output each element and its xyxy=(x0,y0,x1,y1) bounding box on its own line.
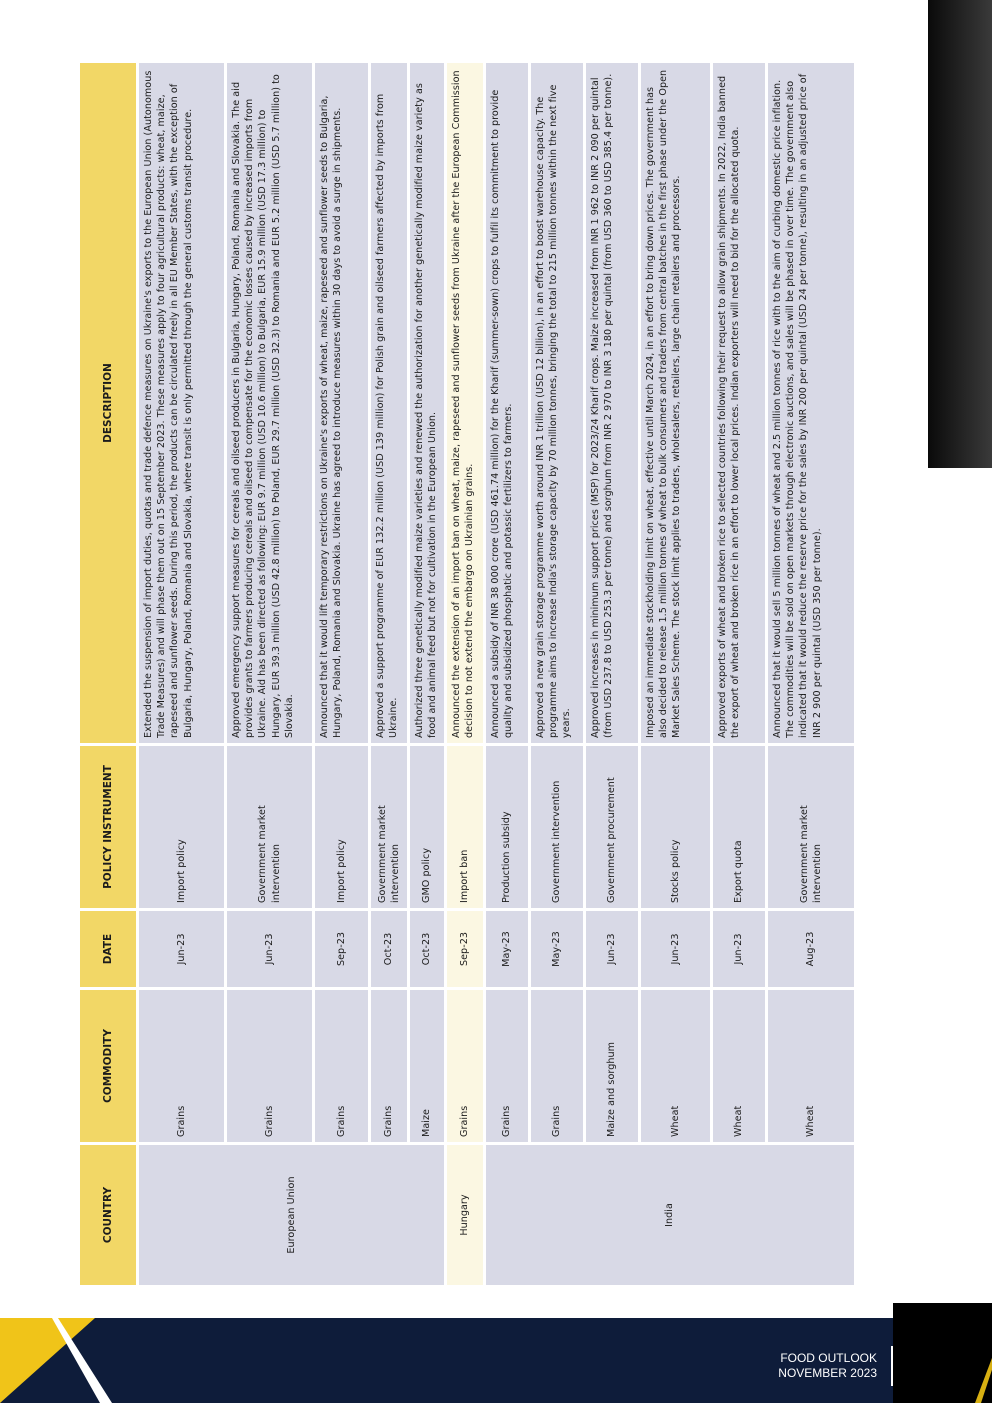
commodity-cell: Grains xyxy=(531,990,583,1142)
table-row xyxy=(586,63,638,1285)
date-cell: Jun-23 xyxy=(713,911,765,987)
footer-title: FOOD OUTLOOK xyxy=(780,1351,877,1365)
date-cell: Sep-23 xyxy=(447,911,483,987)
table-row xyxy=(531,63,583,1285)
date-cell: Oct-23 xyxy=(410,911,444,987)
country-cell: Hungary xyxy=(447,1145,483,1285)
instrument-cell: Government market intervention xyxy=(371,746,407,908)
table-row xyxy=(486,63,528,1285)
instrument-cell: Government market intervention xyxy=(227,746,312,908)
commodity-cell: Grains xyxy=(486,990,528,1142)
instrument-cell: Import policy xyxy=(315,746,368,908)
description-cell: Approved a new grain storage programme worth around INR 1 trillion (USD 12 billion), in an effort to boost warehouse capacity. The programme aims to increase India's storage capacity by 70 million tonnes, bringing the total to 215 million tonnes within the next five years. xyxy=(531,63,583,743)
country-cell: European Union xyxy=(139,1145,444,1285)
table-row xyxy=(139,63,224,1285)
description-cell: Announced that it would sell 5 million tonnes of wheat and 2.5 million tonnes of rice with to the aim of curbing domestic price inflation. The commodities will be sold on open markets through electronic auctions, and sales will be phased in over time. The government also indicated that it would reduce the reserve price for the sales by INR 200 per quintal (USD 24 per tonne), resulting in an adjusted price of INR 2 900 per quintal (USD 350 per tonne). xyxy=(768,63,854,743)
instrument-cell: Government intervention xyxy=(531,746,583,908)
footer-date: NOVEMBER 2023 xyxy=(778,1366,877,1380)
instrument-cell: Government market intervention xyxy=(768,746,854,908)
date-cell: Jun-23 xyxy=(227,911,312,987)
date-cell: May-23 xyxy=(531,911,583,987)
description-cell: Imposed an immediate stockholding limit on wheat, effective until March 2024, in an effort to bring down prices. The government has also decided to release 1.5 million tonnes of wheat to bulk consumers and traders from central batches in the first phase under the Open Market Sales Scheme. The stock limit applies to traders, wholesalers, retailers, large chain retailers and processors. xyxy=(641,63,710,743)
table-row xyxy=(371,63,407,1285)
description-cell: Announced a subsidy of INR 38 000 crore (USD 461.74 million) for the Kharif (summer-sown) crops to fulfil its commitment to provide quality and subsidized phosphatic and potassic fertilizers to farmers. xyxy=(486,63,528,743)
description-cell: Announced that it would lift temporary restrictions on Ukraine's exports of wheat, maize, rapeseed and sunflower seeds to Bulgaria, Hungary, Poland, Romania and Slovakia. Ukraine has agreed to introduce measures within 30 days to avoid a surge in shipments. xyxy=(315,63,368,743)
instrument-cell: GMO policy xyxy=(410,746,444,908)
description-cell: Approved a support programme of EUR 132.2 million (USD 139 million) for Polish grain and oilseed farmers affected by imports from Ukraine. xyxy=(371,63,407,743)
table-row xyxy=(410,63,444,1285)
commodity-cell: Maize xyxy=(410,990,444,1142)
commodity-cell: Maize and sorghum xyxy=(586,990,638,1142)
description-cell: Announced the extension of an import ban on wheat, maize, rapeseed and sunflower seeds from Ukraine after the European Commission decision to not extend the embargo on Ukrainian grains. xyxy=(447,63,483,743)
commodity-cell: Wheat xyxy=(641,990,710,1142)
date-cell: Jun-23 xyxy=(586,911,638,987)
header-country: COUNTRY xyxy=(80,1145,136,1285)
header-description: DESCRIPTION xyxy=(80,63,136,743)
date-cell: Jun-23 xyxy=(139,911,224,987)
table-row xyxy=(713,63,765,1285)
table-row xyxy=(315,63,368,1285)
date-cell: Aug-23 xyxy=(768,911,854,987)
date-cell: Oct-23 xyxy=(371,911,407,987)
date-cell: Jun-23 xyxy=(641,911,710,987)
instrument-cell: Government procurement xyxy=(586,746,638,908)
page-number-box xyxy=(893,1303,992,1403)
commodity-cell: Grains xyxy=(227,990,312,1142)
date-cell: May-23 xyxy=(486,911,528,987)
description-cell: Extended the suspension of import duties, quotas and trade defence measures on Ukraine's exports to the European Union (Autonomous Trade Measures) and will phase them out on 15 September 2023. These measures apply to four agricultural products: wheat, maize, rapeseed and sunflower seeds. During this period, the products can be circulated freely in all EU Member States, with the exception of Bulgaria, Hungary, Poland, Romania and Slovakia, where transit is only permitted through the general customs transit procedure. xyxy=(139,63,224,743)
date-cell: Sep-23 xyxy=(315,911,368,987)
commodity-cell: Grains xyxy=(139,990,224,1142)
footer-band xyxy=(0,1318,893,1403)
side-tab xyxy=(928,0,992,468)
description-cell: Approved exports of wheat and broken rice to selected countries following their request to allow grain shipments. In 2022, India banned the export of wheat and broken rice in an effort to lower local prices. Indian exporters will need to bid for the allocated quota. xyxy=(713,63,765,743)
commodity-cell: Grains xyxy=(315,990,368,1142)
table-header-row xyxy=(80,63,136,1285)
description-cell: Approved emergency support measures for cereals and oilseed producers in Bulgaria, Hungary, Poland, Romania and Slovakia. The aid provides grants to farmers producing cereals and oilseed to compensate for the economic losses caused by increased imports from Ukraine. Aid has been directed as following: EUR 9.7 million (USD 10.6 million) to Bulgaria, EUR 15.9 million (USD 17.3 million) to Hungary, EUR 39.3 million (USD 42.8 million) to Poland, EUR 29.7 million (USD 32.3) to Romania and EUR 5.2 million (USD 5.7 million) to Slovakia. xyxy=(227,63,312,743)
footer-publication xyxy=(778,1351,877,1381)
description-cell: Authorized three genetically modified maize varieties and renewed the authorization for another genetically modified maize variety as food and animal feed but not for cultivation in the European Union. xyxy=(410,63,444,743)
instrument-cell: Production subsidy xyxy=(486,746,528,908)
description-cell: Approved increases in minimum support prices (MSP) for 2023/24 Kharif crops. Maize increased from INR 1 962 to INR 2 090 per quintal (from USD 237.8 to USD 253.3 per tonne) and sorghum from INR 2 970 to INR 3 180 per quintal (from USD 360 to USD 385.4 per tonne). xyxy=(586,63,638,743)
header-commodity: COMMODITY xyxy=(80,990,136,1142)
country-cell: India xyxy=(486,1145,854,1285)
instrument-cell: Import ban xyxy=(447,746,483,908)
commodity-cell: Wheat xyxy=(768,990,854,1142)
instrument-cell: Export quota xyxy=(713,746,765,908)
table-row xyxy=(447,63,483,1285)
commodity-cell: Wheat xyxy=(713,990,765,1142)
table-row xyxy=(641,63,710,1285)
table-row xyxy=(227,63,312,1285)
header-instrument: POLICY INSTRUMENT xyxy=(80,746,136,908)
instrument-cell: Import policy xyxy=(139,746,224,908)
policy-table xyxy=(77,60,857,1288)
table-row xyxy=(768,63,854,1285)
commodity-cell: Grains xyxy=(447,990,483,1142)
policy-table-rotated xyxy=(80,69,870,1285)
commodity-cell: Grains xyxy=(371,990,407,1142)
header-date: DATE xyxy=(80,911,136,987)
instrument-cell: Stocks policy xyxy=(641,746,710,908)
